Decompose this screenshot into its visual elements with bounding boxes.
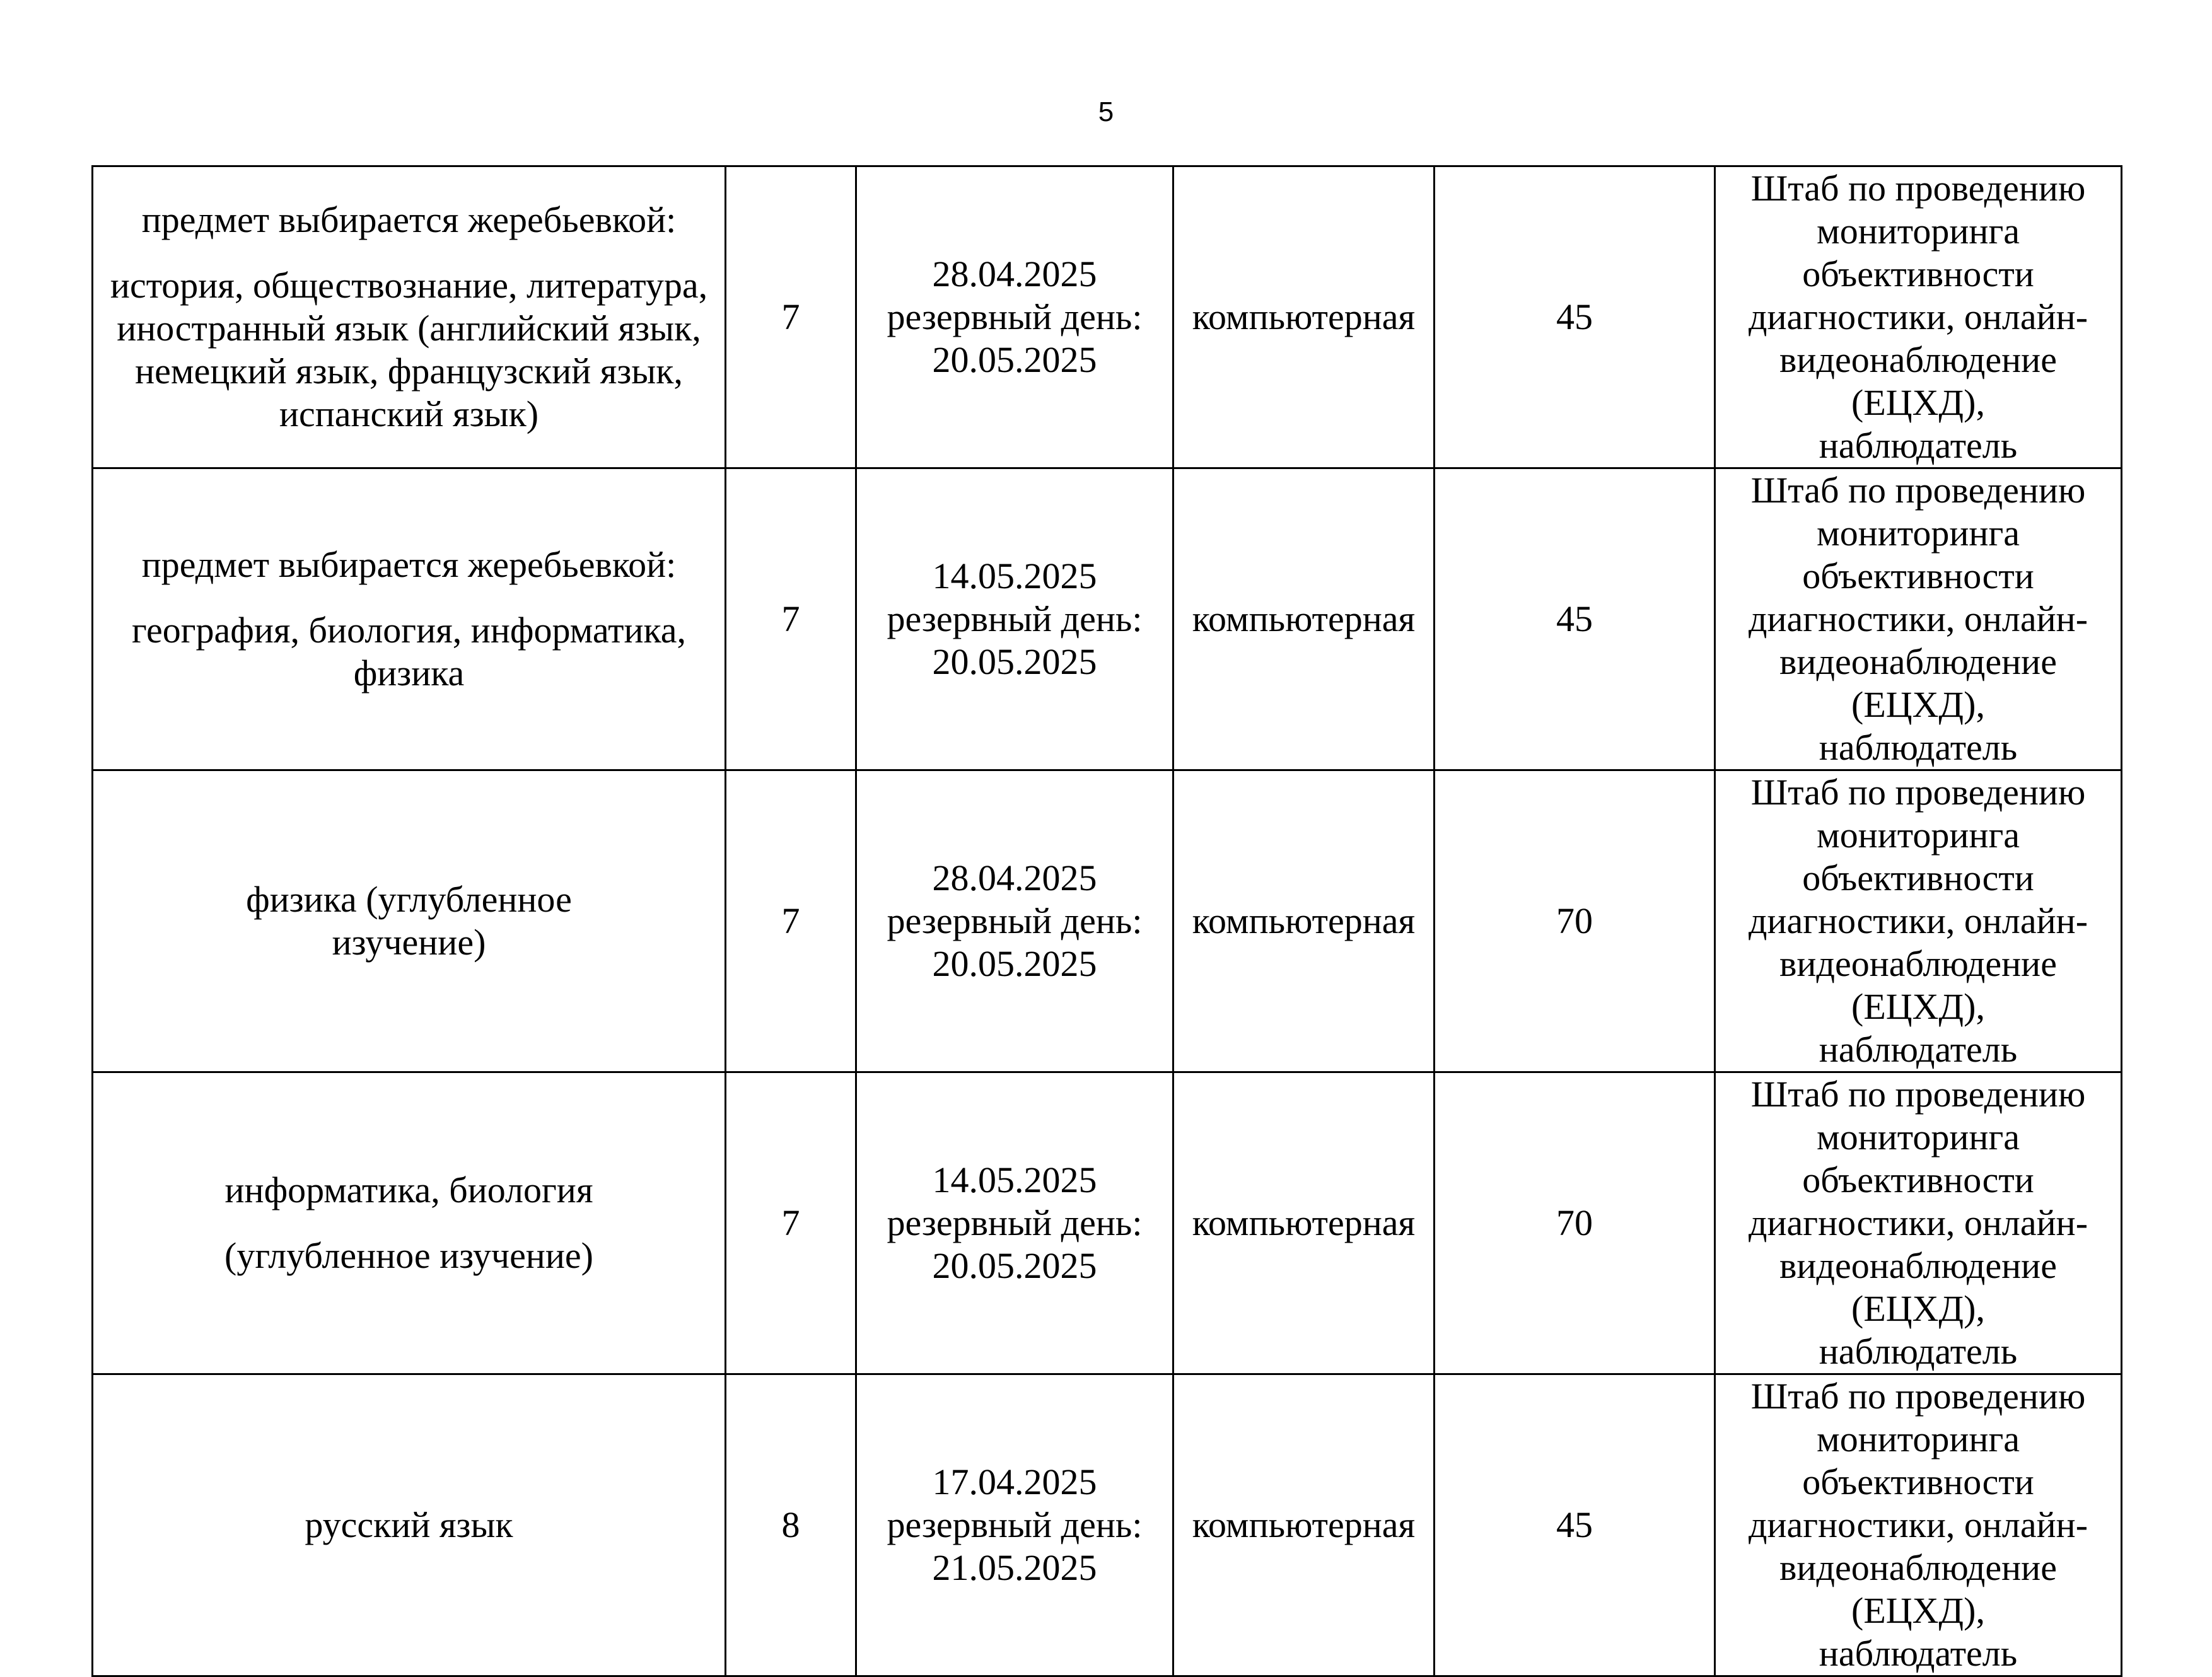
subject-line: русский язык: [305, 1504, 513, 1545]
subject-line: история, обществознание, литература, иностранный язык (английский язык, немецкий язык, французский язык, испанский язык): [110, 265, 708, 434]
responsible-line: объективности: [1802, 253, 2034, 294]
format-cell: компьютерная: [1173, 770, 1435, 1072]
responsible-line: видеонаблюдение (ЕЦХД),: [1779, 943, 2057, 1027]
reserve-date: 21.05.2025: [932, 1547, 1097, 1588]
responsible-line: наблюдатель: [1819, 1331, 2018, 1372]
responsible-cell: [1715, 1374, 2122, 1676]
responsible-line: объективности: [1802, 1159, 2034, 1200]
duration-cell: 45: [1435, 166, 1715, 468]
responsible-cell: [1715, 166, 2122, 468]
responsible-line: Штаб по проведению: [1750, 1074, 2086, 1115]
responsible-line: мониторинга: [1817, 1419, 2020, 1459]
responsible-line: объективности: [1802, 1461, 2034, 1502]
responsible-line: Штаб по проведению: [1750, 470, 2086, 511]
schedule-table-body: [93, 166, 2122, 1676]
table-row: [93, 468, 2122, 770]
responsible-line: видеонаблюдение (ЕЦХД),: [1779, 1547, 2057, 1631]
grade-cell: 8: [726, 1374, 856, 1676]
reserve-date: 20.05.2025: [932, 1245, 1097, 1286]
subject-cell: [93, 166, 726, 468]
page-number: 5: [1098, 96, 1114, 127]
responsible-cell: [1715, 1072, 2122, 1374]
responsible-line: видеонаблюдение (ЕЦХД),: [1779, 339, 2057, 423]
responsible-line: Штаб по проведению: [1750, 168, 2086, 209]
responsible-line: видеонаблюдение (ЕЦХД),: [1779, 641, 2057, 725]
responsible-line: мониторинга: [1817, 815, 2020, 856]
responsible-line: наблюдатель: [1819, 425, 2018, 466]
date-cell: [856, 770, 1173, 1072]
subject-cell: [93, 468, 726, 770]
exam-date: 14.05.2025: [932, 1159, 1097, 1200]
exam-date: 28.04.2025: [932, 253, 1097, 294]
date-cell: [856, 166, 1173, 468]
table-row: [93, 1072, 2122, 1374]
responsible-line: наблюдатель: [1819, 1029, 2018, 1070]
reserve-label: резервный день:: [887, 296, 1143, 337]
format-cell: компьютерная: [1173, 166, 1435, 468]
reserve-label: резервный день:: [887, 1504, 1143, 1545]
responsible-line: диагностики, онлайн-: [1748, 296, 2088, 337]
duration-cell: 70: [1435, 1072, 1715, 1374]
responsible-line: мониторинга: [1817, 211, 2020, 252]
subject-line: предмет выбирается жеребьевкой:: [141, 199, 677, 240]
responsible-cell: [1715, 468, 2122, 770]
responsible-line: мониторинга: [1817, 513, 2020, 554]
subject-line: физика (углубленное изучение): [246, 879, 572, 963]
subject-cell: [93, 1374, 726, 1676]
reserve-date: 20.05.2025: [932, 339, 1097, 380]
exam-date: 17.04.2025: [932, 1461, 1097, 1502]
responsible-line: диагностики, онлайн-: [1748, 1202, 2088, 1243]
table-row: [93, 1374, 2122, 1676]
format-cell: компьютерная: [1173, 1374, 1435, 1676]
responsible-line: Штаб по проведению: [1750, 1376, 2086, 1417]
responsible-line: объективности: [1802, 555, 2034, 596]
grade-cell: 7: [726, 770, 856, 1072]
responsible-line: мониторинга: [1817, 1117, 2020, 1158]
duration-cell: 45: [1435, 1374, 1715, 1676]
responsible-line: Штаб по проведению: [1750, 772, 2086, 813]
responsible-cell: [1715, 770, 2122, 1072]
responsible-line: диагностики, онлайн-: [1748, 900, 2088, 941]
reserve-date: 20.05.2025: [932, 943, 1097, 984]
exam-date: 28.04.2025: [932, 857, 1097, 898]
table-row: [93, 770, 2122, 1072]
responsible-line: объективности: [1802, 857, 2034, 898]
subject-cell: [93, 770, 726, 1072]
schedule-table: [91, 165, 2122, 1677]
subject-line: география, биология, информатика, физика: [131, 610, 687, 693]
reserve-date: 20.05.2025: [932, 641, 1097, 682]
format-cell: компьютерная: [1173, 1072, 1435, 1374]
duration-cell: 70: [1435, 770, 1715, 1072]
responsible-line: наблюдатель: [1819, 1633, 2018, 1674]
table-row: [93, 166, 2122, 468]
duration-cell: 45: [1435, 468, 1715, 770]
responsible-line: диагностики, онлайн-: [1748, 598, 2088, 639]
subject-line: информатика, биология: [224, 1169, 593, 1210]
exam-date: 14.05.2025: [932, 555, 1097, 596]
date-cell: [856, 468, 1173, 770]
format-cell: компьютерная: [1173, 468, 1435, 770]
subject-line: предмет выбирается жеребьевкой:: [141, 544, 677, 585]
grade-cell: 7: [726, 166, 856, 468]
date-cell: [856, 1072, 1173, 1374]
reserve-label: резервный день:: [887, 598, 1143, 639]
responsible-line: наблюдатель: [1819, 727, 2018, 768]
grade-cell: 7: [726, 1072, 856, 1374]
subject-line: (углубленное изучение): [224, 1235, 593, 1276]
subject-cell: [93, 1072, 726, 1374]
responsible-line: диагностики, онлайн-: [1748, 1504, 2088, 1545]
reserve-label: резервный день:: [887, 900, 1143, 941]
responsible-line: видеонаблюдение (ЕЦХД),: [1779, 1245, 2057, 1329]
grade-cell: 7: [726, 468, 856, 770]
date-cell: [856, 1374, 1173, 1676]
reserve-label: резервный день:: [887, 1202, 1143, 1243]
